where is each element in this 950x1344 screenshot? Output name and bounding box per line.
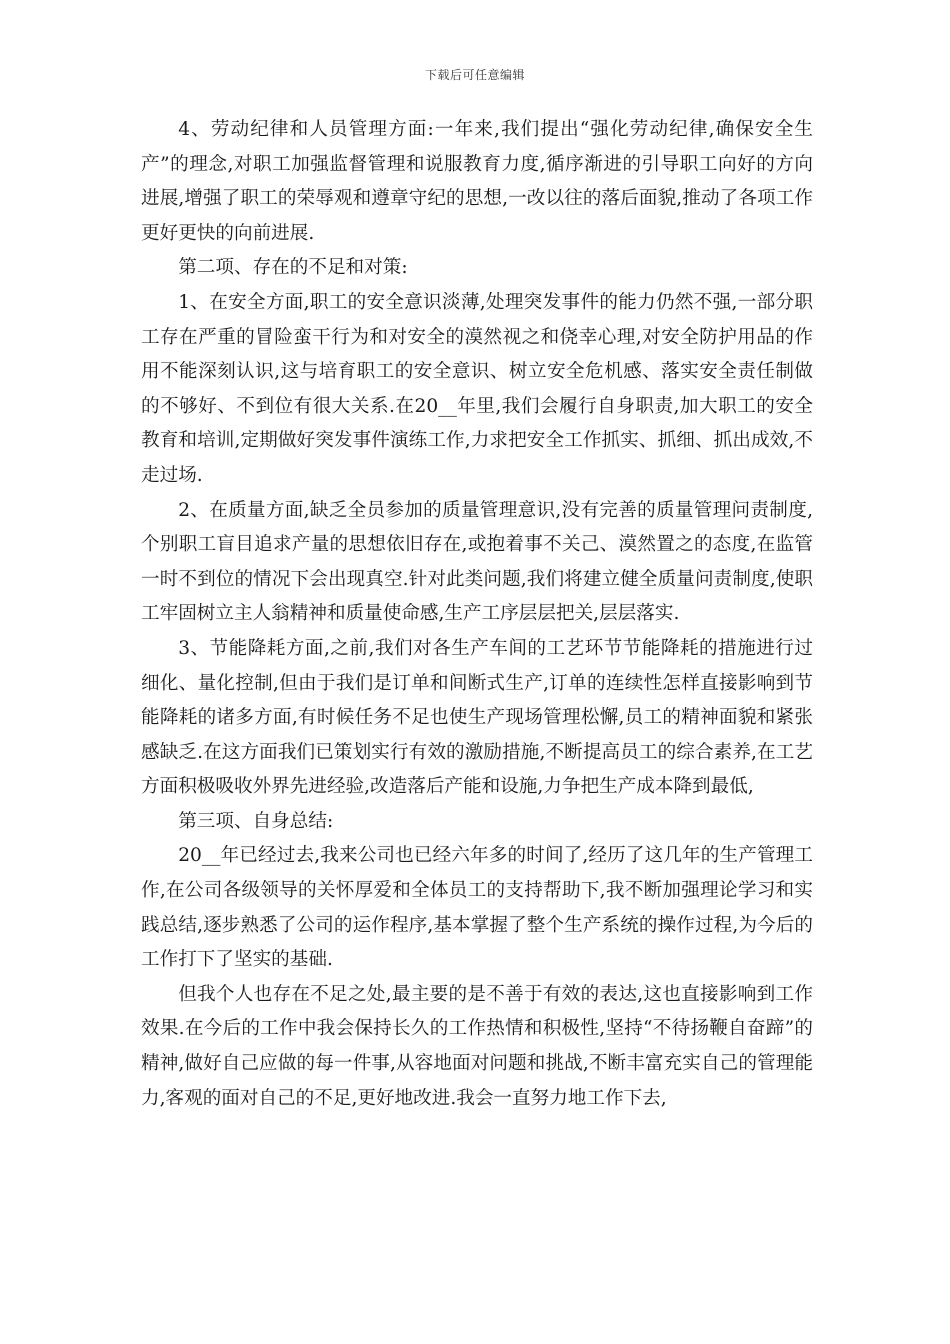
paragraph-energy-saving: 3、节能降耗方面,之前,我们对各生产车间的工艺环节节能降耗的措施进行过细化、量化控制,但由于我们是订单和间断式生产,订单的连续性怎样直接影响到节能降耗的诸多方面,有时候任务不足也使生产现场管理松懈,员工的精神面貌和紧张感缺乏.在这方面我们已策划实行有效的激励措施,不断提高员工的综合素养,在工艺方面积极吸收外界先进经验,改造落后产能和设施,力争把生产成本降到最低,	[141, 637, 813, 798]
paragraph-self-summary: 20__年已经过去,我来公司也已经六年多的时间了,经历了这几年的生产管理工作,在公司各级领导的关怀厚爱和全体员工的支持帮助下,我不断加强理论学习和实践总结,逐步熟悉了公司的运作程序,基本掌握了整个生产系统的操作过程,为今后的工作打下了坚实的基础.	[141, 845, 813, 971]
paragraph-shortcomings-personal: 但我个人也存在不足之处,最主要的是不善于有效的表达,这也直接影响到工作效果.在今后的工作中我会保持长久的工作热情和积极性,坚持“不待扬鞭自奋蹄”的精神,做好自己应做的每一件事,从容地面对问题和挑战,不断丰富充实自己的管理能力,客观的面对自己的不足,更好地改进.我会一直努力地工作下去,	[141, 983, 813, 1109]
document-body	[141, 113, 813, 1116]
page-header: 下载后可任意编辑	[424, 68, 525, 82]
paragraph-quality: 2、在质量方面,缺乏全员参加的质量管理意识,没有完善的质量管理问责制度,个别职工盲目追求产量的思想依旧存在,或抱着事不关己、漠然置之的态度,在监管一时不到位的情况下会出现真空.针对此类问题,我们将建立健全质量问责制度,使职工牢固树立主人翁精神和质量使命感,生产工序层层把关,层层落实.	[141, 499, 813, 625]
section-heading-self-summary: 第三项、自身总结:	[178, 810, 334, 832]
paragraph-labor-discipline: 4、劳动纪律和人员管理方面:一年来,我们提出“强化劳动纪律,确保安全生产”的理念,对职工加强监督管理和说服教育力度,循序渐进的引导职工向好的方向进展,增强了职工的荣辱观和遵章守纪的思想,一改以往的落后面貌,推动了各项工作更好更快的向前进展.	[141, 119, 813, 244]
section-heading-shortcomings: 第二项、存在的不足和对策:	[178, 257, 408, 279]
paragraph-safety: 1、在安全方面,职工的安全意识淡薄,处理突发事件的能力仍然不强,一部分职工存在严重的冒险蛮干行为和对安全的漠然视之和侥幸心理,对安全防护用品的作用不能深刻认识,这与培育职工的安全意识、树立安全危机感、落实安全责任制做的不够好、不到位有很大关系.在20__年里,我们会履行自身职责,加大职工的安全教育和培训,定期做好突发事件演练工作,力求把安全工作抓实、抓细、抓出成效,不走过场.	[141, 291, 813, 486]
